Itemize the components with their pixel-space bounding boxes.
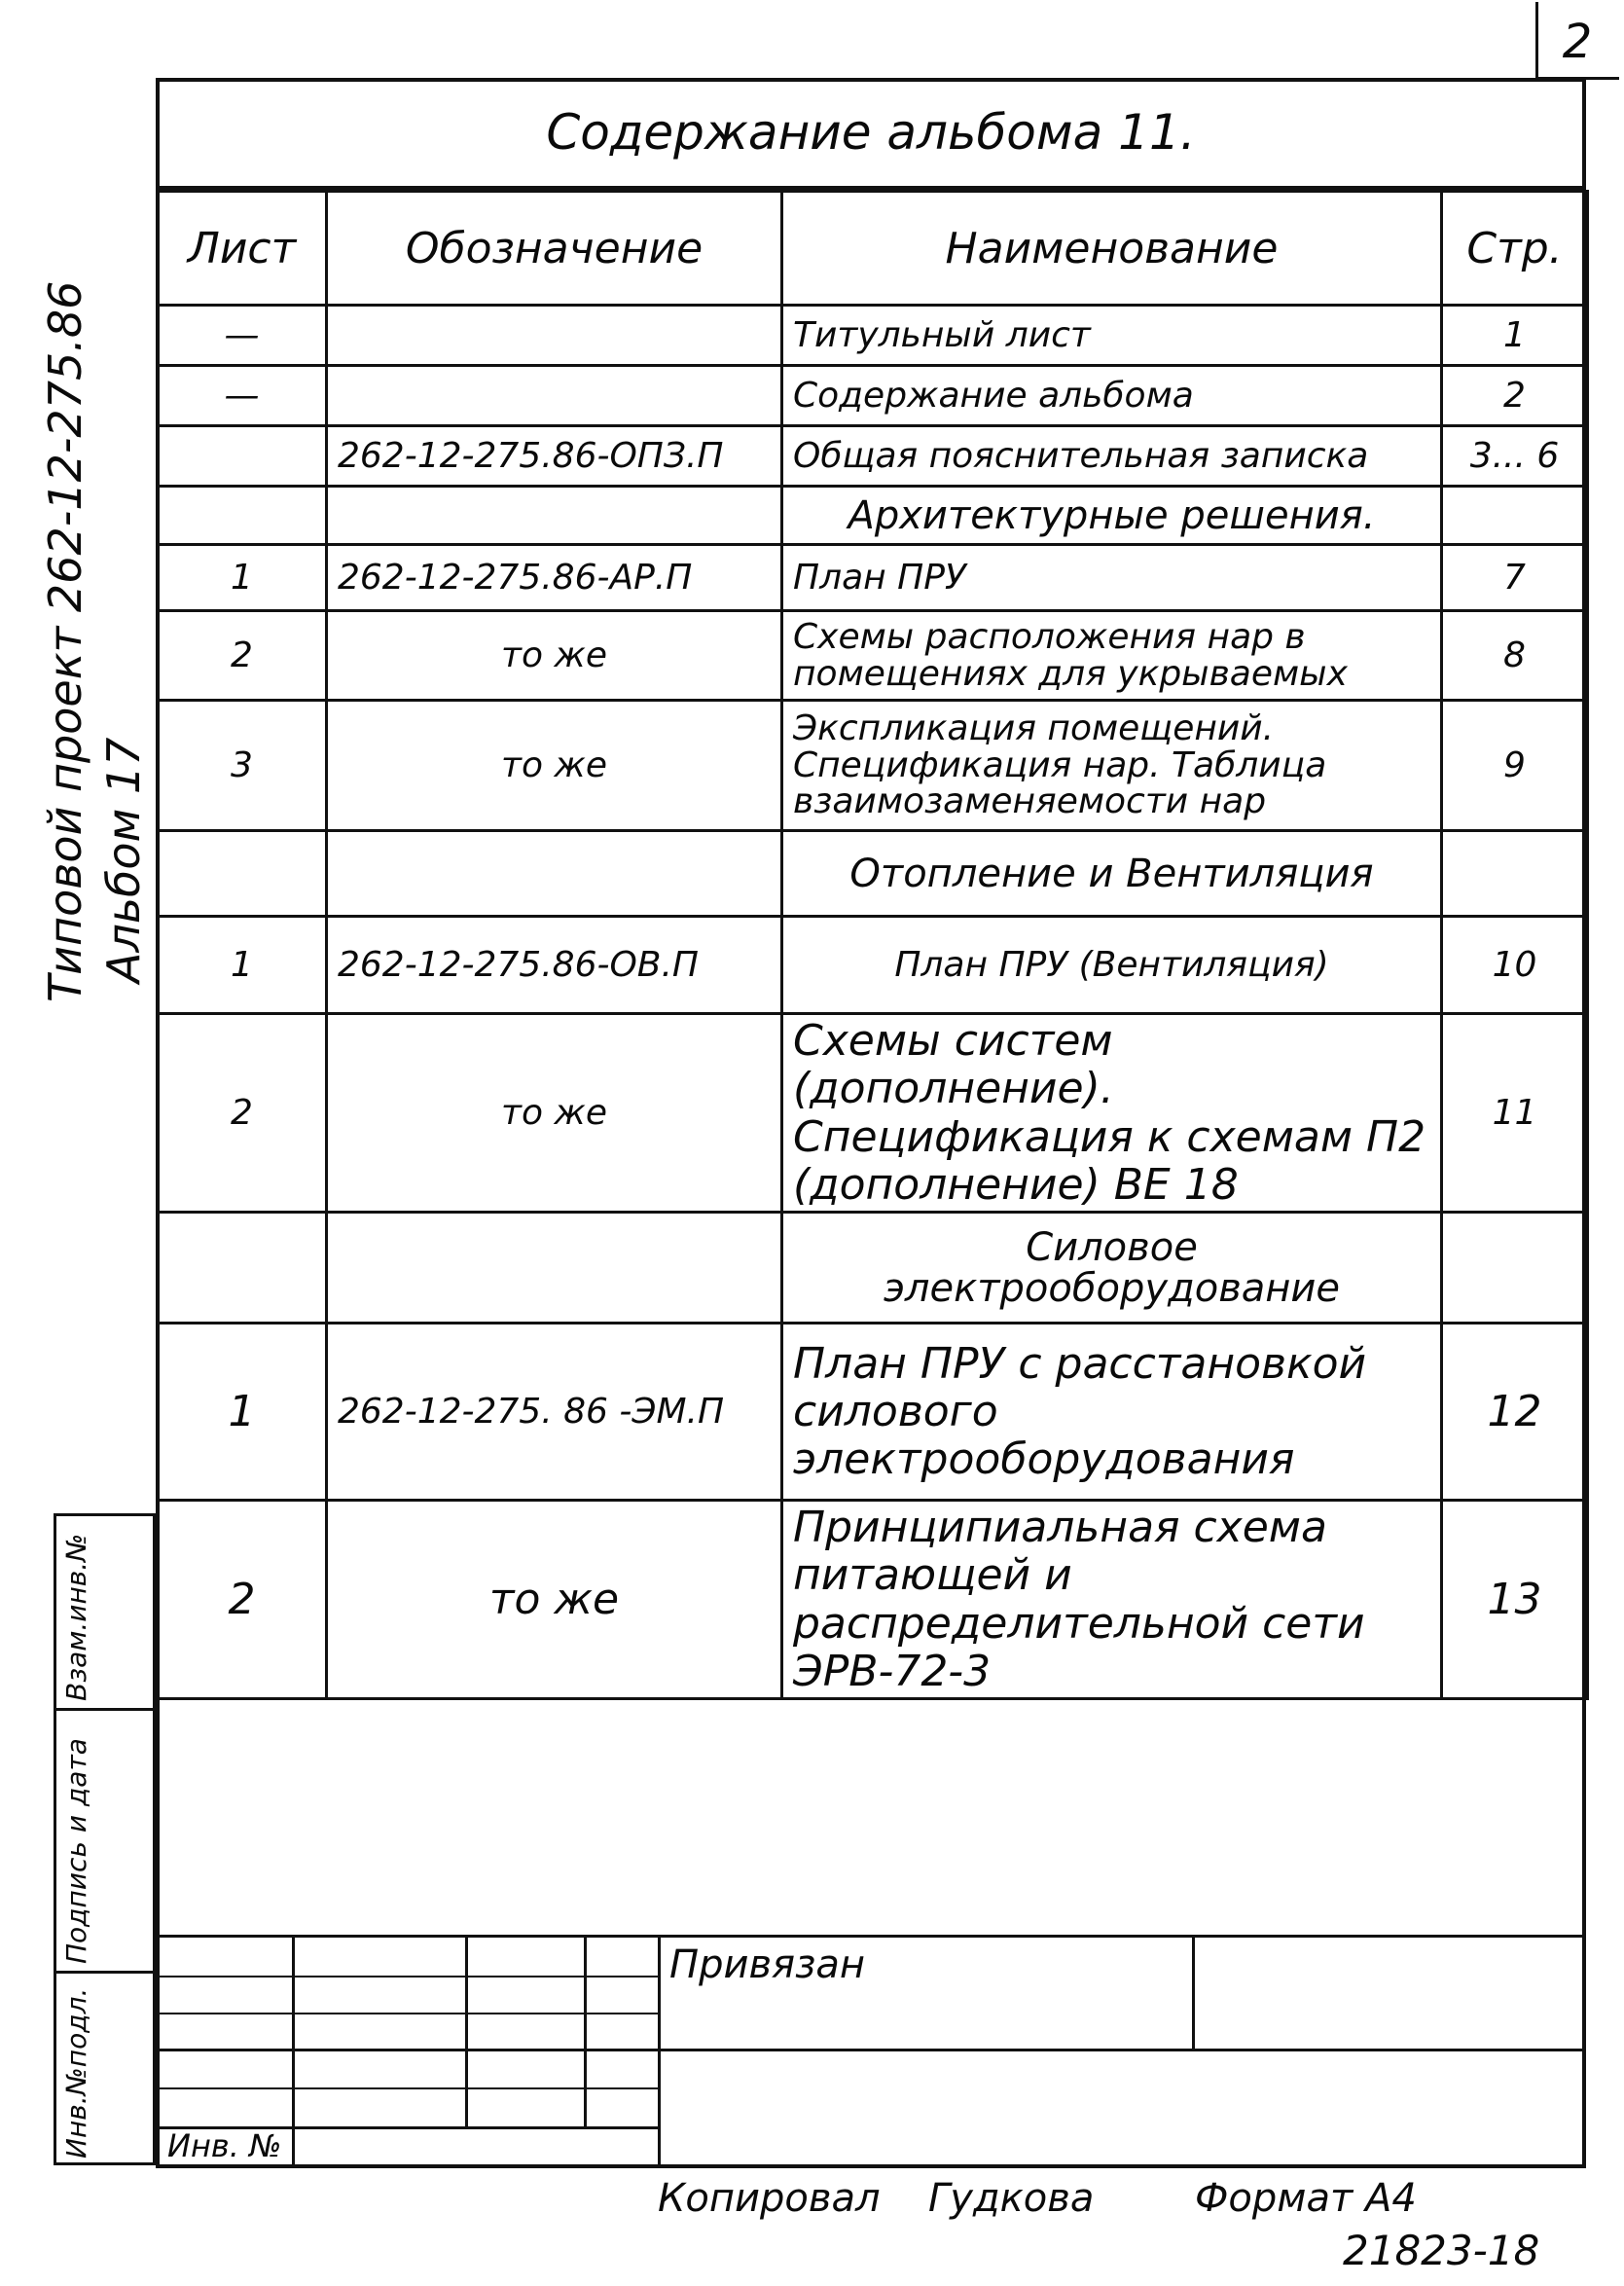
title-block-vline bbox=[1192, 1935, 1195, 2051]
cell-page bbox=[1442, 831, 1588, 917]
stamp-original-label: Инв.№подл. bbox=[60, 1987, 92, 2159]
section-row bbox=[158, 831, 1588, 917]
section-row bbox=[158, 487, 1588, 545]
section-title: Архитектурные решения. bbox=[782, 487, 1442, 545]
section-row bbox=[158, 1213, 1588, 1324]
header-page: Стр. bbox=[1442, 192, 1588, 306]
cell-sheet: 2 bbox=[158, 1501, 327, 1699]
cell-designation bbox=[327, 366, 782, 426]
cell-sheet bbox=[158, 426, 327, 487]
table-row bbox=[158, 1501, 1588, 1699]
cell-name: Схемы расположения нар в помещениях для укрываемых bbox=[782, 611, 1442, 701]
cell-designation: 262-12-275.86-ОВ.П bbox=[327, 917, 782, 1014]
table-row bbox=[158, 366, 1588, 426]
cell-sheet bbox=[158, 1213, 327, 1324]
cell-sheet: 1 bbox=[158, 1324, 327, 1501]
title-block-hline bbox=[156, 1976, 660, 1978]
cell-sheet: 3 bbox=[158, 701, 327, 831]
cell-name: Схемы систем (дополнение). Спецификация к схемам П2 (дополнение) ВЕ 18 bbox=[782, 1014, 1442, 1213]
page-title: Содержание альбома 11. bbox=[156, 78, 1586, 190]
cell-name: План ПРУ (Вентиляция) bbox=[782, 917, 1442, 1014]
cell-page: 3... 6 bbox=[1442, 426, 1588, 487]
cell-designation bbox=[327, 831, 782, 917]
title-block-vline bbox=[584, 1935, 587, 2129]
copied-by-name: Гудкова bbox=[928, 2176, 1095, 2221]
cell-designation: то же bbox=[327, 701, 782, 831]
cell-designation bbox=[327, 306, 782, 366]
cell-sheet: — bbox=[158, 306, 327, 366]
cell-name: План ПРУ bbox=[782, 545, 1442, 611]
cell-designation bbox=[327, 1213, 782, 1324]
cell-page bbox=[1442, 487, 1588, 545]
copied-label: Копировал bbox=[658, 2176, 881, 2221]
cell-designation: 262-12-275. 86 -ЭМ.П bbox=[327, 1324, 782, 1501]
cell-page: 12 bbox=[1442, 1324, 1588, 1501]
cell-designation: 262-12-275.86-АР.П bbox=[327, 545, 782, 611]
cell-sheet: 2 bbox=[158, 1014, 327, 1213]
table-row bbox=[158, 426, 1588, 487]
cell-page: 2 bbox=[1442, 366, 1588, 426]
section-title: Силовое электрооборудование bbox=[782, 1213, 1442, 1324]
section-title: Отопление и Вентиляция bbox=[782, 831, 1442, 917]
cell-designation: то же bbox=[327, 611, 782, 701]
stamp-replaced-label: Взам.инв.№ bbox=[60, 1533, 92, 1701]
cell-page: 7 bbox=[1442, 545, 1588, 611]
title-block-hline bbox=[156, 2087, 660, 2089]
header-designation: Обозначение bbox=[327, 192, 782, 306]
cell-page: 8 bbox=[1442, 611, 1588, 701]
table-row bbox=[158, 611, 1588, 701]
format-label: Формат А4 bbox=[1195, 2176, 1417, 2221]
cell-name: План ПРУ с расстановкой силового электрооборудования bbox=[782, 1324, 1442, 1501]
cell-designation: то же bbox=[327, 1501, 782, 1699]
cell-sheet: 2 bbox=[158, 611, 327, 701]
cell-sheet bbox=[158, 487, 327, 545]
cell-designation bbox=[327, 487, 782, 545]
side-album-text: Альбом 17 bbox=[97, 737, 150, 983]
title-block-vline bbox=[465, 1935, 468, 2129]
table-row bbox=[158, 1324, 1588, 1501]
table-row bbox=[158, 545, 1588, 611]
cell-sheet bbox=[158, 831, 327, 917]
cell-designation: 262-12-275.86-ОПЗ.П bbox=[327, 426, 782, 487]
cell-page: 1 bbox=[1442, 306, 1588, 366]
cell-page: 9 bbox=[1442, 701, 1588, 831]
stamp-signature-label: Подпись и дата bbox=[60, 1738, 92, 1964]
cell-page: 10 bbox=[1442, 917, 1588, 1014]
cell-designation: то же bbox=[327, 1014, 782, 1213]
contents-table bbox=[156, 190, 1589, 1700]
table-header-row bbox=[158, 192, 1588, 306]
table-row bbox=[158, 306, 1588, 366]
sheet-number: 2 bbox=[1562, 15, 1593, 69]
cell-name: Титульный лист bbox=[782, 306, 1442, 366]
table-row bbox=[158, 1014, 1588, 1213]
header-sheet: Лист bbox=[158, 192, 327, 306]
title-block-hline bbox=[156, 2049, 1586, 2051]
title-block-top-line bbox=[156, 1935, 1586, 1938]
document-code: 21823-18 bbox=[1343, 2227, 1540, 2274]
left-stamp bbox=[54, 1513, 156, 2165]
cell-page bbox=[1442, 1213, 1588, 1324]
bound-label: Привязан bbox=[669, 1942, 866, 1987]
cell-sheet: — bbox=[158, 366, 327, 426]
inv-label: Инв. № bbox=[167, 2127, 282, 2164]
cell-page: 13 bbox=[1442, 1501, 1588, 1699]
cell-name: Принципиальная схема питающей и распределительной сети ЭРВ-72-3 bbox=[782, 1501, 1442, 1699]
table-row bbox=[158, 917, 1588, 1014]
cell-name: Общая пояснительная записка bbox=[782, 426, 1442, 487]
cell-sheet: 1 bbox=[158, 545, 327, 611]
cell-page: 11 bbox=[1442, 1014, 1588, 1213]
header-name: Наименование bbox=[782, 192, 1442, 306]
title-block-hline bbox=[156, 2013, 660, 2014]
cell-name: Содержание альбома bbox=[782, 366, 1442, 426]
cell-name: Экспликация помещений. Спецификация нар. Таблица взаимозаменяемости нар bbox=[782, 701, 1442, 831]
table-row bbox=[158, 701, 1588, 831]
side-project-text: Типовой проект 262-12-275.86 bbox=[39, 280, 91, 1002]
cell-sheet: 1 bbox=[158, 917, 327, 1014]
